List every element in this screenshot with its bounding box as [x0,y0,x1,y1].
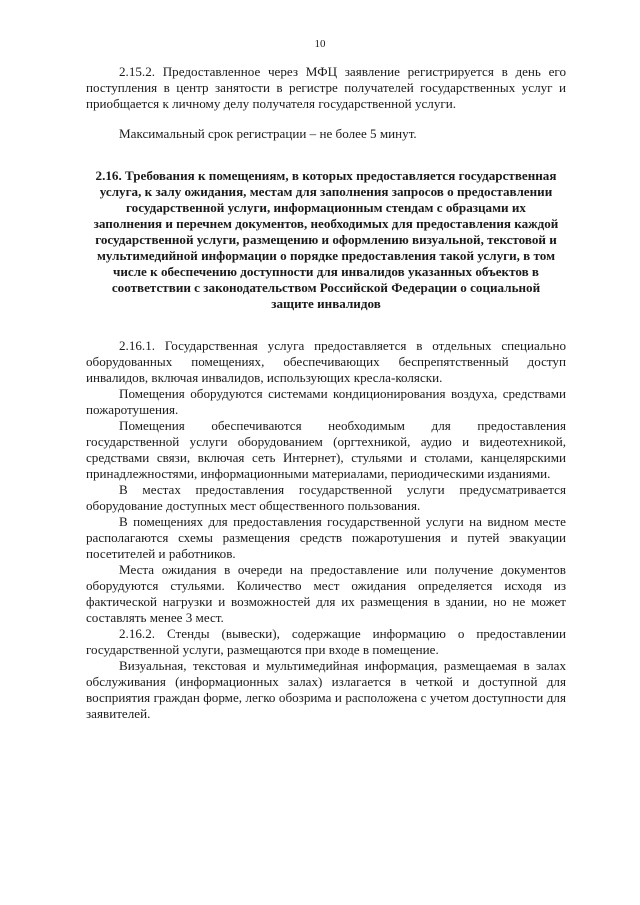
document-body [86,64,566,722]
paragraph-visual-information: Визуальная, текстовая и мультимедийная информация, размещаемая в залах обслуживания (информационных залах) излагается в четкой и доступной для восприятия граждан форме, легко обозрима и расположена с учетом доступности для заявителей. [86,658,566,721]
paragraph-public-places: В местах предоставления государственной услуги предусматривается оборудование доступных мест общественного пользования. [86,482,566,513]
paragraph-air-conditioning: Помещения оборудуются системами кондиционирования воздуха, средствами пожаротушения. [86,386,566,417]
paragraph-2-15-2: 2.15.2. Предоставленное через МФЦ заявление регистрируется в день его поступления в центр занятости в регистре получателей государственных услуг и приобщается к личному делу получателя государственной услуги. [86,64,566,111]
page-number: 10 [314,38,326,50]
paragraph-evacuation-schemes: В помещениях для предоставления государственной услуги на видном месте располагаются схемы размещения средств пожаротушения и путей эвакуации посетителей и работников. [86,514,566,561]
paragraph-registration-time: Максимальный срок регистрации – не более 5 минут. [119,126,417,141]
paragraph-waiting-places: Места ожидания в очереди на предоставление или получение документов оборудуются стульями. Количество мест ожидания определяется исходя из фактической нагрузки и возможностей для их размещения в здании, но не может составлять менее 3 мест. [86,562,566,625]
paragraph-2-16-2: 2.16.2. Стенды (вывески), содержащие информацию о предоставлении государственной услуги, размещаются при входе в помещение. [86,626,566,657]
paragraph-equipment: Помещения обеспечиваются необходимым для предоставления государственной услуги оборудованием (оргтехникой, аудио и видеотехникой, средствами связи, включая сеть Интернет), стульями и столами, канцелярскими принадлежностями, информационными материалами, периодическими изданиями. [86,418,566,481]
section-heading-2-16: 2.16. Требования к помещениям, в которых предоставляется государственная услуга, к залу ожидания, местам для заполнения запросов о предоставлении государственной услуги, информационным стендам с образцами их заполнения и перечнем документов, необходимых для предоставления каждой государственной услуги, размещению и оформлению визуальной, текстовой и мультимедийной информации о порядке предоставления такой услуги, в том числе к обеспечению доступности для инвалидов указанных объектов в соответствии с законодательством Российской Федерации о социальной защите инвалидов [93,168,559,311]
paragraph-2-16-1: 2.16.1. Государственная услуга предоставляется в отдельных специально оборудованных помещениях, обеспечивающих беспрепятственный доступ инвалидов, включая инвалидов, использующих кресла-коляски. [86,338,566,385]
